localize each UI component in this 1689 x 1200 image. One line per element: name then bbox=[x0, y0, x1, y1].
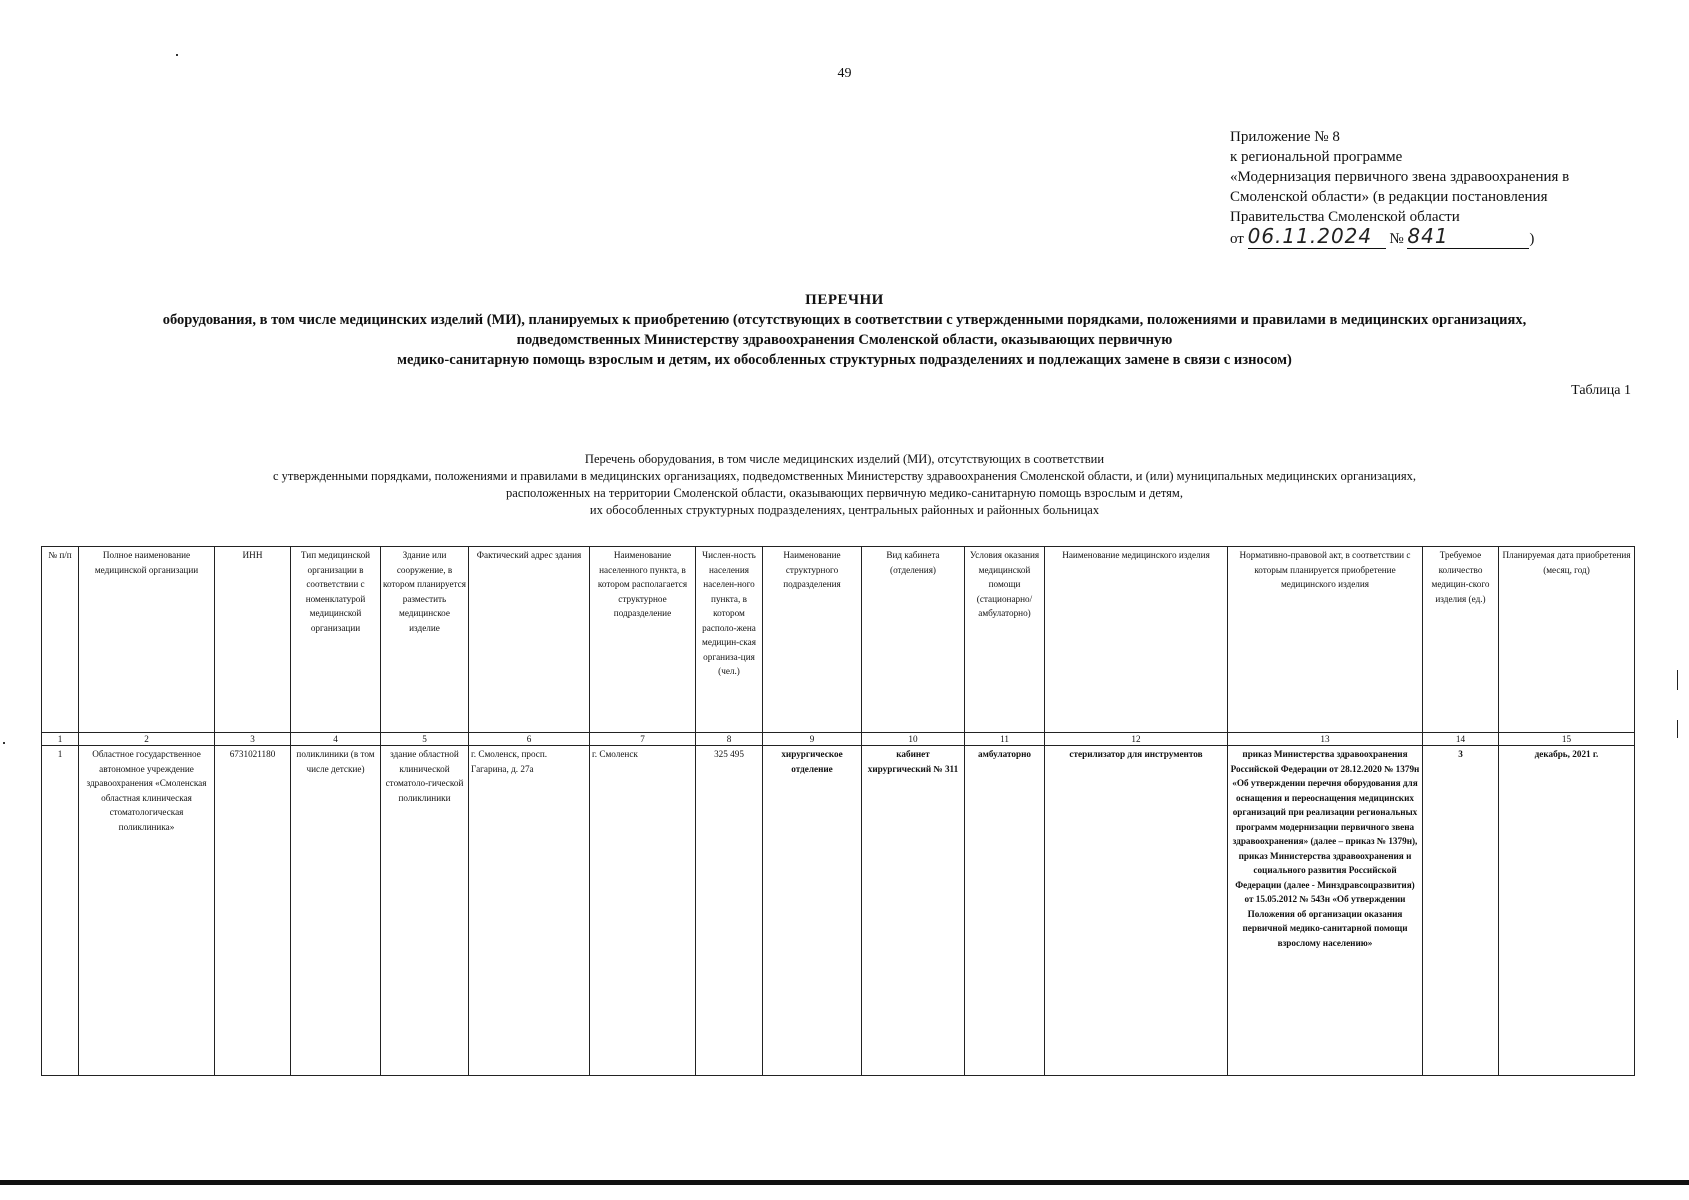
header-cell: Здание или сооружение, в котором планируется разместить медицинское изделие bbox=[381, 547, 469, 733]
cell-device-name: стерилизатор для инструментов bbox=[1045, 746, 1228, 1076]
header-cell: № п/п bbox=[42, 547, 79, 733]
title-line: оборудования, в том числе медицинских изделий (МИ), планируемых к приобретению (отсутствующих в соответствии с утвержденными порядками, положениями и правилами в медицинских организациях, bbox=[162, 312, 1527, 328]
date-field bbox=[1247, 224, 1386, 249]
column-number-cell: 3 bbox=[215, 733, 291, 746]
column-number-cell: 8 bbox=[696, 733, 763, 746]
appendix-line: «Модернизация первичного звена здравоохранения в bbox=[1230, 169, 1570, 185]
subtitle-line: Перечень оборудования, в том числе медицинских изделий (МИ), отсутствующих в соответствии bbox=[584, 452, 1105, 466]
scan-margin-mark bbox=[1677, 720, 1678, 738]
header-cell: Наименование структурного подразделения bbox=[763, 547, 862, 733]
column-number-cell: 5 bbox=[381, 733, 469, 746]
scan-speck bbox=[176, 54, 178, 56]
cell-department: хирургическое отделение bbox=[763, 746, 862, 1076]
appendix-line: к региональной программе bbox=[1230, 149, 1403, 165]
cell-quantity: 3 bbox=[1423, 746, 1499, 1076]
column-number-cell: 14 bbox=[1423, 733, 1499, 746]
cell-number: 1 bbox=[42, 746, 79, 1076]
table-row bbox=[42, 746, 1635, 1076]
column-number-cell: 4 bbox=[291, 733, 381, 746]
cell-population: 325 495 bbox=[696, 746, 763, 1076]
header-cell: Требуемое количество медицин-ского изделия (ед.) bbox=[1423, 547, 1499, 733]
header-cell: Условия оказания медицинской помощи (стационарно/ амбулаторно) bbox=[965, 547, 1045, 733]
equipment-table bbox=[41, 546, 1635, 1076]
column-number-cell: 2 bbox=[79, 733, 215, 746]
table-header-row bbox=[42, 547, 1635, 733]
date-prefix: от bbox=[1230, 231, 1244, 247]
appendix-date-line bbox=[1230, 224, 1650, 249]
cell-care-conditions: амбулаторно bbox=[965, 746, 1045, 1076]
cell-organization-name: Областное государственное автономное учреждение здравоохранения «Смоленская областная клиническая стоматологическая поликлиника» bbox=[79, 746, 215, 1076]
title-line: медико-санитарную помощь взрослым и детям, их обособленных структурных подразделениях и подлежащих замене в связи с износом) bbox=[397, 352, 1292, 368]
appendix-block bbox=[1230, 127, 1650, 249]
column-number-cell: 13 bbox=[1228, 733, 1423, 746]
header-cell: Наименование медицинского изделия bbox=[1045, 547, 1228, 733]
cell-locality: г. Смоленск bbox=[590, 746, 696, 1076]
header-cell: Полное наименование медицинской организации bbox=[79, 547, 215, 733]
number-prefix: № bbox=[1389, 231, 1404, 247]
table-label: Таблица 1 bbox=[1571, 383, 1631, 398]
cell-inn: 6731021180 bbox=[215, 746, 291, 1076]
handwritten-number: 841 bbox=[1407, 224, 1449, 248]
header-cell: ИНН bbox=[215, 547, 291, 733]
table-subtitle bbox=[0, 451, 1689, 519]
header-cell: Числен-ность населения населен-ного пункта, в котором располо-жена медицин-ская организа-ция (чел.) bbox=[696, 547, 763, 733]
column-number-cell: 11 bbox=[965, 733, 1045, 746]
column-number-cell: 9 bbox=[763, 733, 862, 746]
cell-purchase-date: декабрь, 2021 г. bbox=[1499, 746, 1635, 1076]
column-number-cell: 7 bbox=[590, 733, 696, 746]
column-number-cell: 15 bbox=[1499, 733, 1635, 746]
handwritten-date: 06.11.2024 bbox=[1247, 224, 1373, 248]
subtitle-line: расположенных на территории Смоленской области, оказывающих первичную медико-санитарную помощь взрослым и детям, bbox=[506, 486, 1183, 500]
scan-margin-mark bbox=[1677, 670, 1678, 690]
closing-paren: ) bbox=[1529, 231, 1535, 247]
cell-room-type: кабинет хирургический № 311 bbox=[862, 746, 965, 1076]
column-number-cell: 1 bbox=[42, 733, 79, 746]
number-field bbox=[1407, 224, 1529, 249]
appendix-line: Правительства Смоленской области bbox=[1230, 209, 1460, 225]
bottom-rule bbox=[0, 1180, 1689, 1185]
cell-address: г. Смоленск, просп. Гагарина, д. 27а bbox=[469, 746, 590, 1076]
column-number-row bbox=[42, 733, 1635, 746]
column-number-cell: 10 bbox=[862, 733, 965, 746]
header-cell: Вид кабинета (отделения) bbox=[862, 547, 965, 733]
column-number-cell: 12 bbox=[1045, 733, 1228, 746]
cell-legal-act: приказ Министерства здравоохранения Российской Федерации от 28.12.2020 № 1379н «Об утверждении перечня оборудования для оснащения и переоснащения медицинских организаций при реализации региональных программ модернизации первичного звена здравоохранения» (далее – приказ № 1379н), приказ Министерства здравоохранения и социального развития Российской Федерации (далее - Минздравсоцразвития) от 15.05.2012 № 543н «Об утверждении Положения об организации оказания первичной медико-санитарной помощи взрослому населению» bbox=[1228, 746, 1423, 1076]
document-title bbox=[0, 290, 1689, 370]
scan-speck bbox=[3, 742, 5, 744]
cell-organization-type: поликлиники (в том числе детские) bbox=[291, 746, 381, 1076]
appendix-line: Смоленской области» (в редакции постановления bbox=[1230, 189, 1548, 205]
page-number: 49 bbox=[837, 66, 852, 81]
title-line: подведомственных Министерству здравоохранения Смоленской области, оказывающих первичную bbox=[516, 332, 1173, 348]
appendix-line: Приложение № 8 bbox=[1230, 129, 1340, 145]
header-cell: Планируемая дата приобретения (месяц, год) bbox=[1499, 547, 1635, 733]
title-main: ПЕРЕЧНИ bbox=[805, 292, 884, 308]
cell-building: здание областной клинической стоматоло-гической поликлиники bbox=[381, 746, 469, 1076]
header-cell: Наименование населенного пункта, в котором располагается структурное подразделение bbox=[590, 547, 696, 733]
header-cell: Тип медицинской организации в соответствии с номенклатурой медицинской организации bbox=[291, 547, 381, 733]
header-cell: Нормативно-правовой акт, в соответствии с которым планируется приобретение медицинского изделия bbox=[1228, 547, 1423, 733]
header-cell: Фактический адрес здания bbox=[469, 547, 590, 733]
subtitle-line: их обособленных структурных подразделениях, центральных районных и районных больницах bbox=[589, 503, 1100, 517]
subtitle-line: с утвержденными порядками, положениями и правилами в медицинских организациях, подведомственных Министерству здравоохранения Смоленской области, и (или) муниципальных медицинских организациях, bbox=[273, 469, 1416, 483]
column-number-cell: 6 bbox=[469, 733, 590, 746]
